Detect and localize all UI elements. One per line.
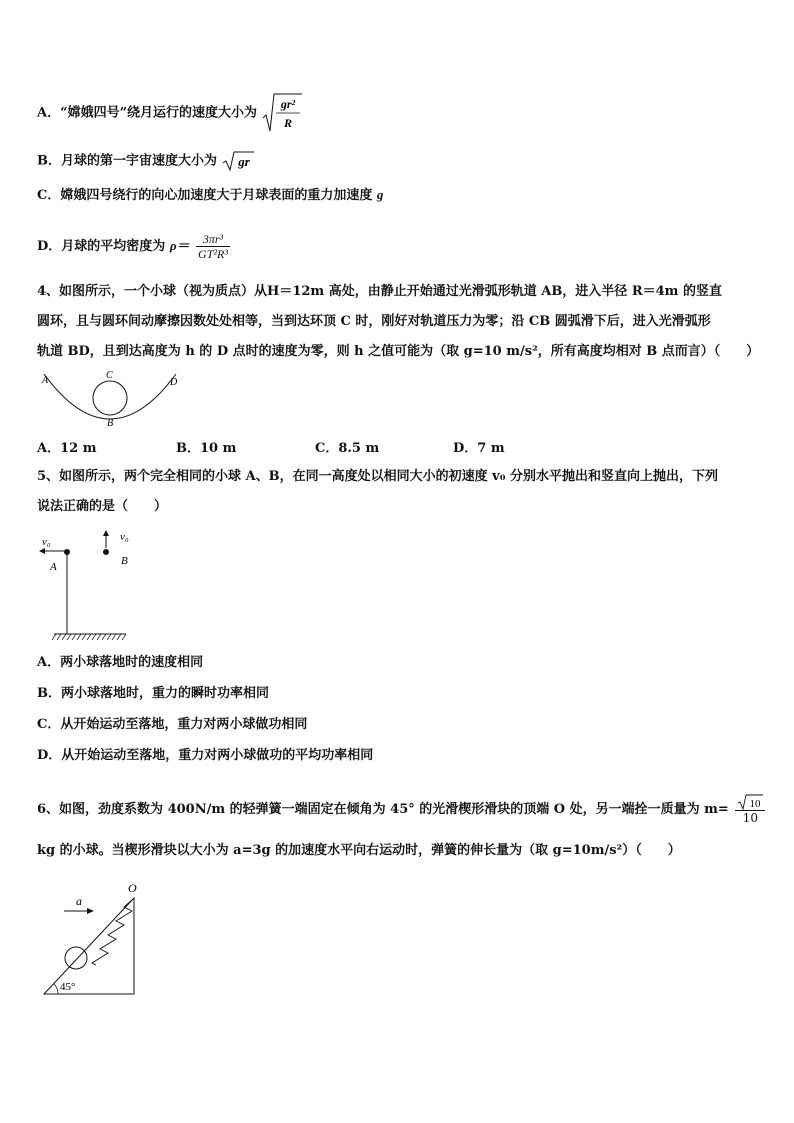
q4-stem-line2: 圆环，且与圆环间动摩擦因数处处相等，当到达环顶 C 时，刚好对轨道压力为零；沿 CB 圆弧滑下后，进入光滑弧形 [37,314,711,329]
q5-label-v0-right: v₀ [120,531,129,543]
q5-label-b: B [121,555,128,567]
q6-stem-line1-text: 6、如图，劲度系数为 400N/m 的轻弹簧一端固定在倾角为 45° 的光滑楔形滑块的顶端 O 处，另一端拴一质量为 m= [37,802,729,817]
q4-label-d: D [170,377,178,388]
q3-option-c-var: g [376,187,384,202]
q3-a-num: gr² [280,97,295,111]
angle-arc [54,984,58,994]
q6-label-o: O [128,881,137,895]
q5-option-a: A．两小球落地时的速度相同 [37,655,204,670]
q3-a-den: R [283,116,292,130]
ball-b [103,549,109,555]
q5-figure [36,526,136,644]
q5-option-d: D．从开始运动至落地，重力对两小球做功的平均功率相同 [37,748,374,763]
q3-option-d [37,232,232,261]
q6-label-angle: 45° [60,981,76,993]
q5-option-b: B．两小球落地时，重力的瞬时功率相同 [37,686,269,701]
q3-option-c-text: C．嫦娥四号绕行的向心加速度大于月球表面的重力加速度 [37,188,373,203]
q4-stem-line3: 轨道 BD，且到达高度为 h 的 D 点时的速度为零，则 h 之值可能为（取 g=10 m/s²，所有高度均相对 B 点而言）（ ） [37,344,760,359]
arrowhead-left-icon [39,548,45,554]
q6-stem-line1 [37,794,767,825]
q6-mass-fraction [735,794,765,825]
ground-hatch [52,634,126,640]
q6-stem-line2: kg 的小球。当楔形滑块以大小为 a=3g 的加速度水平向右运动时，弹簧的伸长量为（取 g=10m/s²）（ ） [37,843,681,858]
q3-option-d-text: D．月球的平均密度为 [37,239,166,254]
q4-option-d: D．7 m [453,441,505,456]
sqrt-sign-icon [222,150,254,172]
q3-option-a [37,92,302,134]
q5-label-a: A [50,561,57,573]
vertical-ring [93,381,127,415]
spring [92,900,132,965]
sqrt-sign-icon [737,794,763,810]
q6-mass-num-value: 10 [749,798,761,810]
q3-d-den: GT²R³ [198,247,228,261]
sqrt-sign-icon [262,92,302,134]
q3-option-c [37,186,383,205]
q6-figure [38,878,148,998]
q5-stem-line1: 5、如图所示，两个完全相同的小球 A、B，在同一高度处以相同大小的初速度 v₀ 分别水平抛出和竖直向上抛出，下列 [37,469,718,484]
q4-option-c: C．8.5 m [315,441,380,456]
q4-label-c: C [106,370,113,381]
q6-label-a: a [76,894,82,908]
q4-label-b: B [107,418,114,429]
q3-option-a-sqrt [262,92,302,134]
q3-option-d-fraction [196,232,230,261]
q6-mass-den: 10 [735,810,765,825]
q3-option-d-rho: ρ＝ [169,238,190,253]
q4-label-a: A [42,375,49,386]
q4-figure [36,368,186,430]
q3-b-math: gr [237,154,250,169]
ball [65,947,87,969]
q4-stem-line1: 4、如图所示，一个小球（视为质点）从H＝12m 高处，由静止开始通过光滑弧形轨道 AB，进入半径 R＝4m 的竖直 [37,284,722,299]
q5-stem-line2: 说法正确的是（ ） [37,499,168,514]
arrowhead-up-icon [103,530,109,536]
q3-d-num: 3πr³ [202,232,224,246]
q5-label-v0-left: v₀ [42,536,51,548]
q6-mass-num [735,794,765,810]
arrowhead-right-icon [87,908,94,914]
q4-option-a: A．12 m [37,441,97,456]
q3-option-a-text: A．“嫦娥四号”绕月运行的速度大小为 [37,105,258,121]
q3-option-b-text: B．月球的第一宇宙速度大小为 [37,153,217,169]
q5-option-c: C．从开始运动至落地，重力对两小球做功相同 [37,717,308,732]
q4-option-b: B．10 m [176,441,237,456]
q3-option-b [37,150,254,172]
